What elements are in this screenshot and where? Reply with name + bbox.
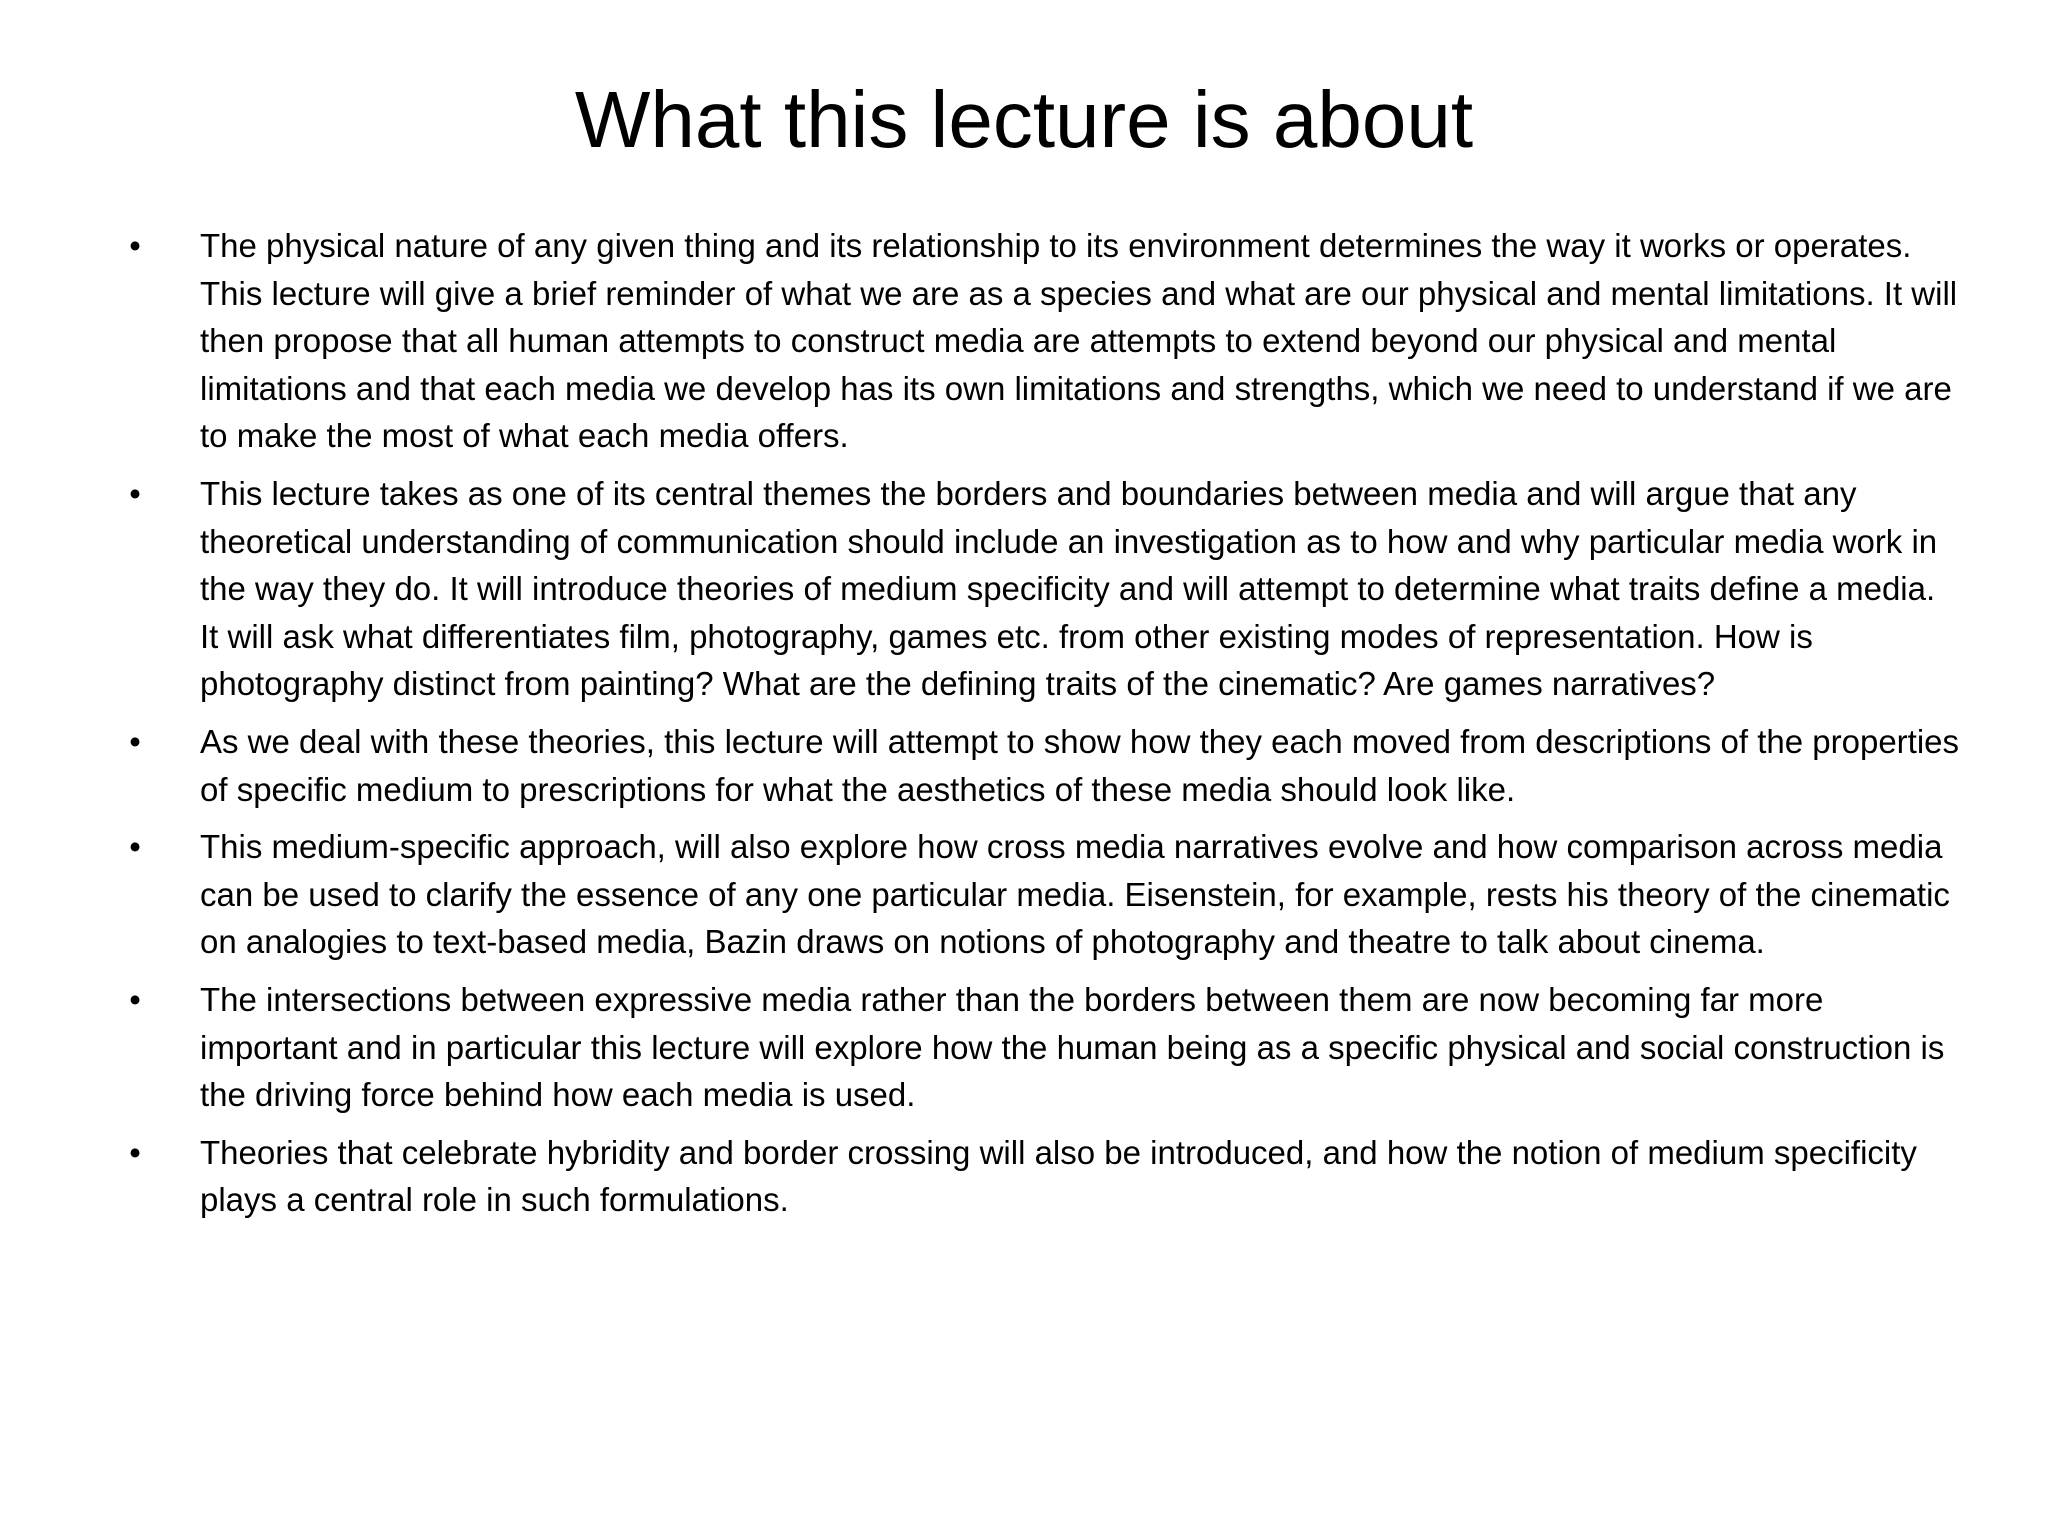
bullet-dot-icon: • <box>129 980 141 1018</box>
bullet-text: The physical nature of any given thing and its relationship to its environment determines the way it works or operates. This lecture will give a brief reminder of what we are as a species and what are our physical and mental limitations. It will then propose that all human attempts to construct media are attempts to extend beyond our physical and mental limitations and that each media we develop has its own limitations and strengths, which we need to understand if we are to make the most of what each media offers. <box>200 227 1958 455</box>
bullet-item <box>120 470 1960 708</box>
slide-title: What this lecture is about <box>574 75 1474 164</box>
bullet-dot-icon: • <box>129 722 141 760</box>
bullet-list <box>120 222 1960 1234</box>
bullet-item <box>120 1129 1960 1224</box>
bullet-item <box>120 718 1960 813</box>
bullet-item <box>120 823 1960 966</box>
bullet-text: As we deal with these theories, this lecture will attempt to show how they each moved from descriptions of the properties of specific medium to prescriptions for what the aesthetics of these media should look like. <box>200 722 1960 808</box>
bullet-dot-icon: • <box>129 1133 141 1171</box>
bullet-item <box>120 222 1960 460</box>
bullet-text: Theories that celebrate hybridity and border crossing will also be introduced, and how the notion of medium specificity plays a central role in such formulations. <box>200 1133 1917 1219</box>
bullet-text: The intersections between expressive media rather than the borders between them are now becoming far more important and in particular this lecture will explore how the human being as a specific physical and social construction is the driving force behind how each media is used. <box>200 980 1945 1114</box>
bullet-dot-icon: • <box>129 828 141 866</box>
bullet-text: This lecture takes as one of its central themes the borders and boundaries between media and will argue that any theoretical understanding of communication should include an investigation as to how and why particular media work in the way they do. It will introduce theories of medium specificity and will attempt to determine what traits define a media. It will ask what differentiates film, photography, games etc. from other existing modes of representation. How is photography distinct from painting? What are the defining traits of the cinematic? Are games narratives? <box>200 474 1938 703</box>
bullet-text: This medium-specific approach, will also explore how cross media narratives evolve and how comparison across media can be used to clarify the essence of any one particular media. Eisenstein, for example, rests his theory of the cinematic on analogies to text-based media, Bazin draws on notions of photography and theatre to talk about cinema. <box>200 828 1950 961</box>
bullet-dot-icon: • <box>129 474 141 512</box>
bullet-item <box>120 976 1960 1119</box>
bullet-dot-icon: • <box>129 227 141 264</box>
